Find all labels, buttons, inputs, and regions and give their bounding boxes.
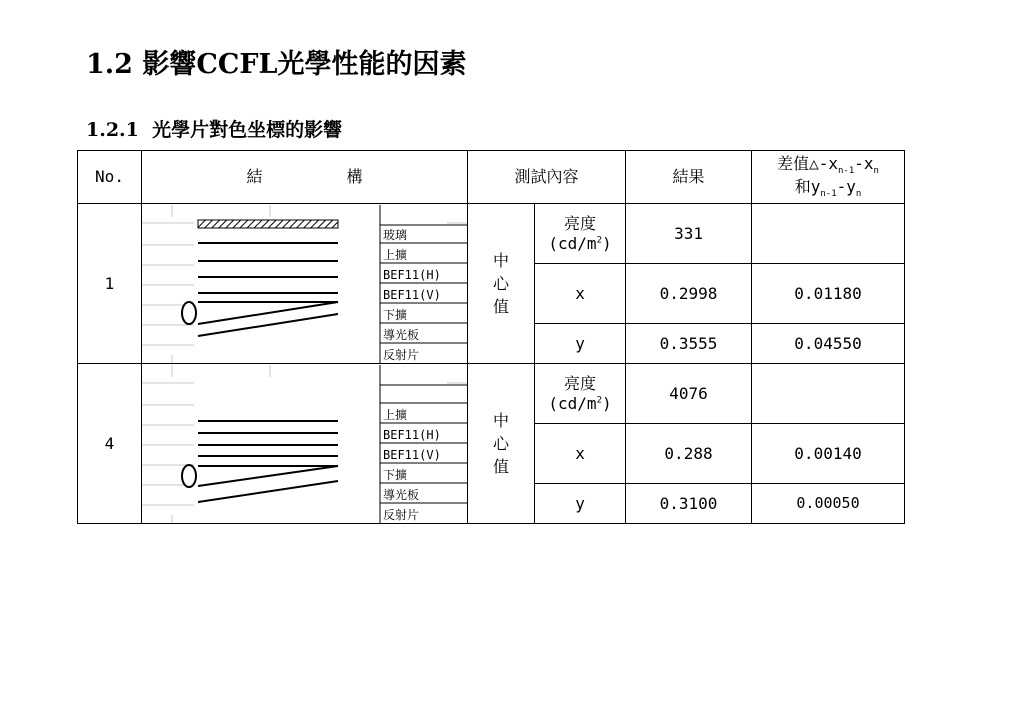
- layer-label: BEF11(H): [383, 267, 441, 282]
- y-value: 0.3100: [626, 484, 752, 524]
- diff-h1-sub2: n: [873, 165, 879, 176]
- y-label: y: [535, 484, 626, 524]
- layer-label: 導光板: [383, 487, 420, 502]
- pos-char: 心: [492, 434, 509, 453]
- luminance-diff: [752, 204, 905, 264]
- header-structure: [142, 151, 468, 204]
- ccfl-lamp-icon: [182, 302, 196, 324]
- section-title: 影響CCFL光學性能的因素: [142, 49, 467, 80]
- luminance-label: [535, 204, 626, 264]
- layer-spacer: [383, 365, 467, 385]
- y-label: y: [535, 324, 626, 364]
- layer-spacer: [383, 205, 467, 225]
- diff-h2-sub2: n: [855, 189, 862, 200]
- y-diff: 0.04550: [752, 324, 905, 364]
- lum-unit: (cd/m: [548, 393, 597, 413]
- header-test-content: 測試內容: [468, 151, 626, 204]
- subsection-title: 光學片對色坐標的影響: [152, 119, 343, 141]
- layer-label: 下擴: [383, 307, 408, 322]
- luminance-diff: [752, 364, 905, 424]
- subsection-number: 1.2.1: [86, 119, 139, 141]
- subsection-heading: [86, 117, 342, 143]
- layer-label: BEF11(V): [383, 287, 441, 302]
- lum-close: ): [601, 393, 612, 413]
- position-label: [468, 204, 535, 364]
- layer-label: [383, 385, 467, 405]
- x-value: 0.288: [626, 424, 752, 484]
- structure-diagram: [142, 204, 468, 364]
- luminance-value: 4076: [626, 364, 752, 424]
- layer-label: 反射片: [383, 507, 420, 522]
- table-row: [78, 364, 905, 424]
- luminance-value: 331: [626, 204, 752, 264]
- x-label: x: [535, 264, 626, 324]
- y-diff: 0.00050: [752, 484, 905, 524]
- optical-film-table: [77, 150, 905, 524]
- diff-h1-sub1: n-1: [837, 165, 855, 176]
- layer-labels: [383, 205, 467, 365]
- diff-h1-b: -x: [854, 153, 874, 173]
- x-diff: 0.01180: [752, 264, 905, 324]
- x-label: x: [535, 424, 626, 484]
- y-value: 0.3555: [626, 324, 752, 364]
- position-label: [468, 364, 535, 524]
- luminance-label: [535, 364, 626, 424]
- lum-unit: (cd/m: [548, 233, 597, 253]
- header-structure-right: 構: [346, 167, 363, 186]
- header-result: 結果: [626, 151, 752, 204]
- lum-close: ): [601, 233, 612, 253]
- layer-label: 上擴: [383, 247, 408, 262]
- layer-label: BEF11(H): [383, 427, 441, 442]
- light-guide-layer: [198, 466, 338, 486]
- header-structure-left: 結: [246, 167, 263, 186]
- section-heading: [86, 48, 467, 82]
- layer-label: 導光板: [383, 327, 420, 342]
- pos-char: 中: [492, 251, 509, 270]
- diff-h1-a: 差值△-x: [777, 153, 838, 173]
- ccfl-lamp-icon: [182, 465, 196, 487]
- x-diff: 0.00140: [752, 424, 905, 484]
- lum-sup: 2: [596, 395, 602, 406]
- diff-h2-a: 和y: [794, 177, 821, 196]
- pos-char: 中: [492, 411, 509, 430]
- layer-label: BEF11(V): [383, 447, 441, 462]
- reflector-layer: [198, 481, 338, 502]
- layer-label: 玻璃: [383, 227, 408, 242]
- pos-char: 值: [492, 457, 509, 476]
- glass-layer: [198, 220, 338, 228]
- layer-label: 反射片: [383, 347, 420, 362]
- layer-labels: [383, 365, 467, 525]
- table-row: [78, 204, 905, 264]
- lum-text: 亮度: [564, 373, 597, 393]
- diff-h2-sub1: n-1: [820, 189, 837, 200]
- table-header-row: [78, 151, 905, 204]
- layer-label: 下擴: [383, 467, 408, 482]
- lum-text: 亮度: [564, 213, 597, 233]
- pos-char: 心: [492, 274, 509, 293]
- row-number: 1: [78, 204, 142, 364]
- pos-char: 值: [492, 297, 509, 316]
- lum-sup: 2: [596, 235, 602, 246]
- reflector-layer: [198, 314, 338, 336]
- structure-diagram: [142, 364, 468, 524]
- header-no: No.: [78, 151, 142, 204]
- light-guide-layer: [198, 302, 338, 324]
- layer-label: 上擴: [383, 407, 408, 422]
- section-number: 1.2: [86, 49, 133, 80]
- diff-h2-b: -y: [836, 177, 856, 196]
- x-value: 0.2998: [626, 264, 752, 324]
- header-difference: [752, 151, 905, 204]
- row-number: 4: [78, 364, 142, 524]
